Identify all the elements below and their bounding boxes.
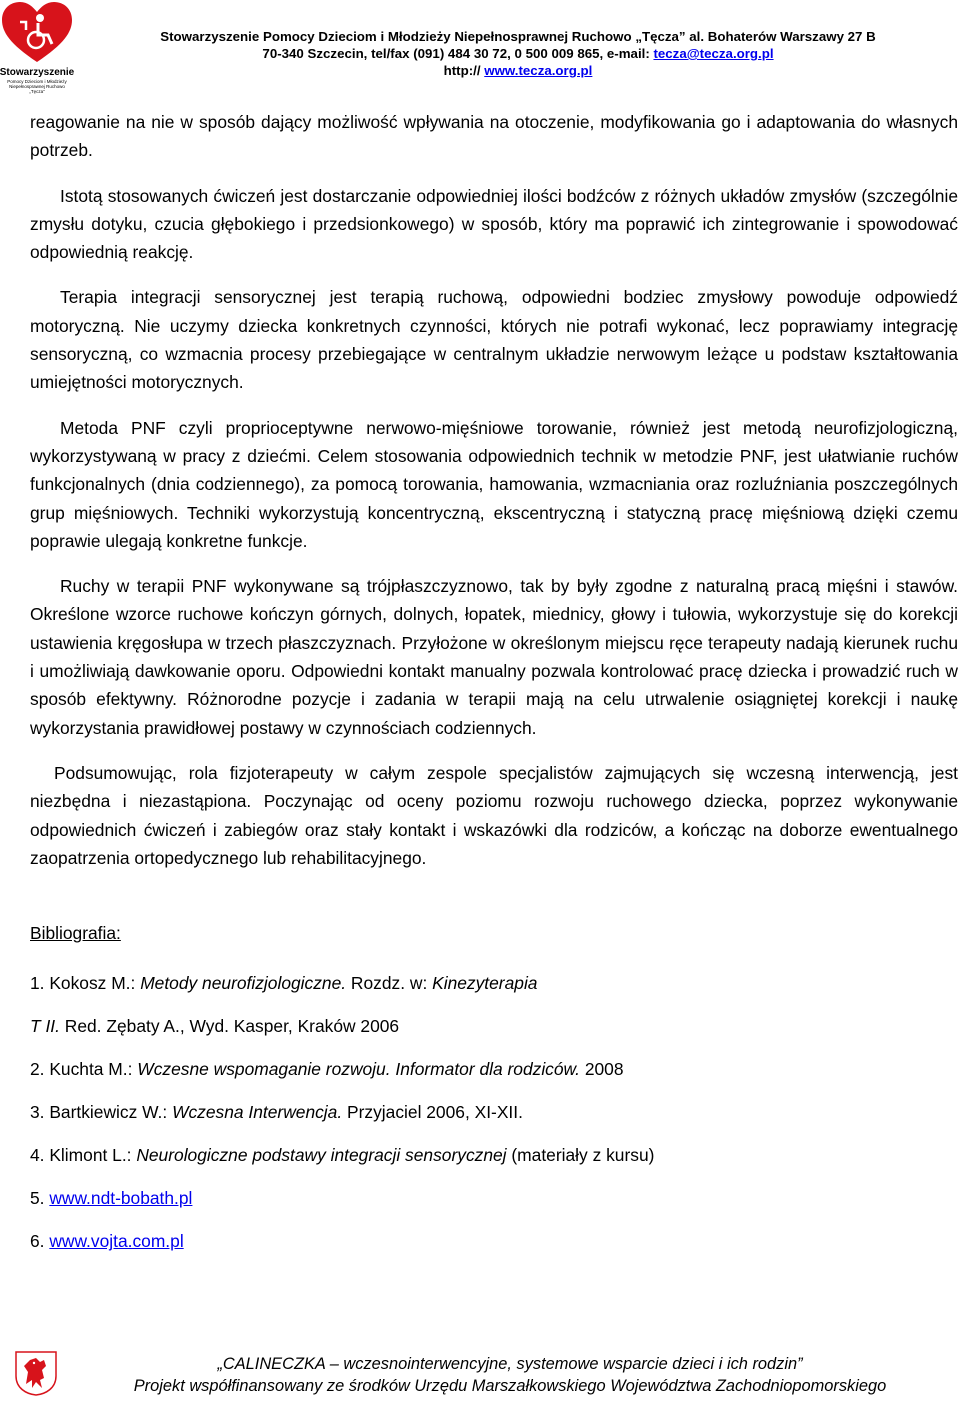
header-http: http:// (443, 63, 485, 78)
griffin-coat-of-arms-icon (14, 1350, 58, 1396)
bib-title: Wczesne wspomaganie rozwoju. Informator dla rodziców. (137, 1059, 580, 1080)
bib-title: Neurologiczne podstawy integracji sensorycznej (136, 1145, 507, 1166)
paragraph-4: Metoda PNF czyli proprioceptywne nerwowo-mięśniowe torowanie, również jest metodą neurofizjologiczną, wykorzystywaną w pracy z dziećmi. Celem stosowania odpowiednich technik w metodzie PNF, jest ułatwianie ruchów funkcjonalnych (dnia codziennego), za pomocą torowania, hamowania, wzmacniania oraz rozluźniania poszczególnych grup mięśniowych. Techniki wykorzystują koncentryczną, ekscentryczną i statyczną pracę mięśniową dzięki czemu poprawie ulegają konkretne funkcje. (30, 417, 958, 551)
bib-author: 3. Bartkiewicz W.: (30, 1102, 173, 1123)
document-body (30, 108, 958, 1270)
bib-number: 5. (30, 1188, 50, 1209)
bib-mid: Rozdz. w: (346, 973, 433, 994)
footer-project-info (60, 1353, 960, 1397)
bib-item-6 (30, 1227, 958, 1255)
header-address: 70-340 Szczecin, tel/fax (091) 484 30 72, 0 500 009 865, e-mail: (262, 46, 654, 61)
heart-wheelchair-logo-icon (0, 0, 74, 96)
footer-line-2: Projekt współfinansowany ze środków Urzędu Marszałkowskiego Województwa Zachodniopomorskiego (133, 1377, 887, 1395)
vojta-link[interactable]: www.vojta.com.pl (49, 1231, 184, 1252)
svg-text:Niepełnosprawnej Ruchowo: Niepełnosprawnej Ruchowo (9, 84, 65, 89)
bib-number: 6. (30, 1231, 50, 1252)
bib-author: 4. Klimont L.: (30, 1145, 137, 1166)
bib-author: 1. Kokosz M.: (30, 973, 141, 994)
bib-rest: 2008 (580, 1059, 624, 1080)
bib-item-1-cont (30, 1012, 958, 1040)
paragraph-5: Ruchy w terapii PNF wykonywane są trójpłaszczyznowo, tak by były zgodne z naturalną pracą mięśni i stawów. Określone wzorce ruchowe kończyn górnych, dolnych, łopatek, miednicy, głowy i tułowia, wykorzystuje się do korekcji ustawienia kręgosłupa w trzech płaszczyznach. Przyłożone w określonym miejscu ręce terapeuty nadają kierunek ruchu i umożliwiają dawkowanie oporu. Odpowiedni kontakt manualny pozwala kontrolować pracę dziecka i prowadzić ruch w sposób efektywny. Różnorodne pozycje i zadania w terapii mają na celu utrwalenie osiągniętej korekcji i naukę wykorzystania prawidłowej postawy w czynnościach codziennych. (30, 576, 958, 738)
bib-rest: (materiały z kursu) (506, 1145, 655, 1166)
bib-title: Metody neurofizjologiczne. (140, 973, 347, 994)
email-link[interactable]: tecza@tecza.org.pl (653, 46, 774, 61)
header-line-3 (80, 62, 956, 79)
bib-title: T II. (30, 1016, 60, 1037)
paragraph-6: Podsumowując, rola fizjoterapeuty w całym zespole specjalistów zajmujących się wczesną interwencją, jest niezbędna i niezastąpiona. Poczynając od oceny poziomu rozwoju ruchowego dziecka, poprzez wykonywanie odpowiednich ćwiczeń i zabiegów oraz stały kontakt i wskazówki dla rodziców, a kończąc na doborze ewentualnego zaopatrzenia ortopedycznego lub rehabilitacyjnego. (30, 762, 958, 868)
svg-text:Pomocy Dzieciom i Młodzieży: Pomocy Dzieciom i Młodzieży (7, 79, 67, 84)
bib-rest: Red. Zębaty A., Wyd. Kasper, Kraków 2006 (59, 1016, 400, 1037)
paragraph-3: Terapia integracji sensorycznej jest terapią ruchową, odpowiedni bodziec zmysłowy powoduje odpowiedź motoryczną. Nie uczymy dziecka konkretnych czynności, których nie potrafi wykonać, lecz poprawiamy integrację sensoryczną, co wzmacnia procesy przebiegające w centralnym układzie nerwowym leżące u podstaw kształtowania umiejętności motorycznych. (30, 287, 958, 393)
svg-text:„Tęcza”: „Tęcza” (29, 89, 45, 94)
bib-author: 2. Kuchta M.: (30, 1059, 138, 1080)
header-contact (80, 28, 956, 79)
bib-item-2 (30, 1055, 958, 1083)
bib-item-3 (30, 1098, 958, 1126)
bib-title: Kinezyterapia (432, 973, 538, 994)
bib-title: Wczesna Interwencja. (172, 1102, 343, 1123)
ndt-bobath-link[interactable]: www.ndt-bobath.pl (49, 1188, 193, 1209)
bib-rest: Przyjaciel 2006, XI-XII. (342, 1102, 523, 1123)
header-line-2 (80, 45, 956, 62)
section-spacer (30, 889, 958, 919)
paragraph-2: Istotą stosowanych ćwiczeń jest dostarczanie odpowiedniej ilości bodźców z różnych układów zmysłów (szczególnie zmysłu dotyku, czucia głębokiego i przedsionkowego) w sposób, który ma poprawić ich zintegrowanie i spowodować odpowiednią reakcję. (30, 185, 958, 263)
logo-name: Stowarzyszenie (0, 67, 74, 78)
bibliography-heading: Bibliografia: (30, 923, 121, 944)
bib-item-4 (30, 1141, 958, 1169)
header-line-1: Stowarzyszenie Pomocy Dzieciom i Młodzieży Niepełnosprawnej Ruchowo „Tęcza” al. Bohaterów Warszawy 27 B (160, 29, 876, 44)
website-link[interactable]: www.tecza.org.pl (484, 63, 593, 78)
footer-line-1: „CALINECZKA – wczesnointerwencyjne, systemowe wsparcie dzieci i ich rodzin” (217, 1355, 803, 1373)
bib-item-5 (30, 1184, 958, 1212)
bib-item-1 (30, 969, 958, 997)
paragraph-1: reagowanie na nie w sposób dający możliwość wpływania na otoczenie, modyfikowania go i adaptowania do własnych potrzeb. (30, 112, 958, 161)
